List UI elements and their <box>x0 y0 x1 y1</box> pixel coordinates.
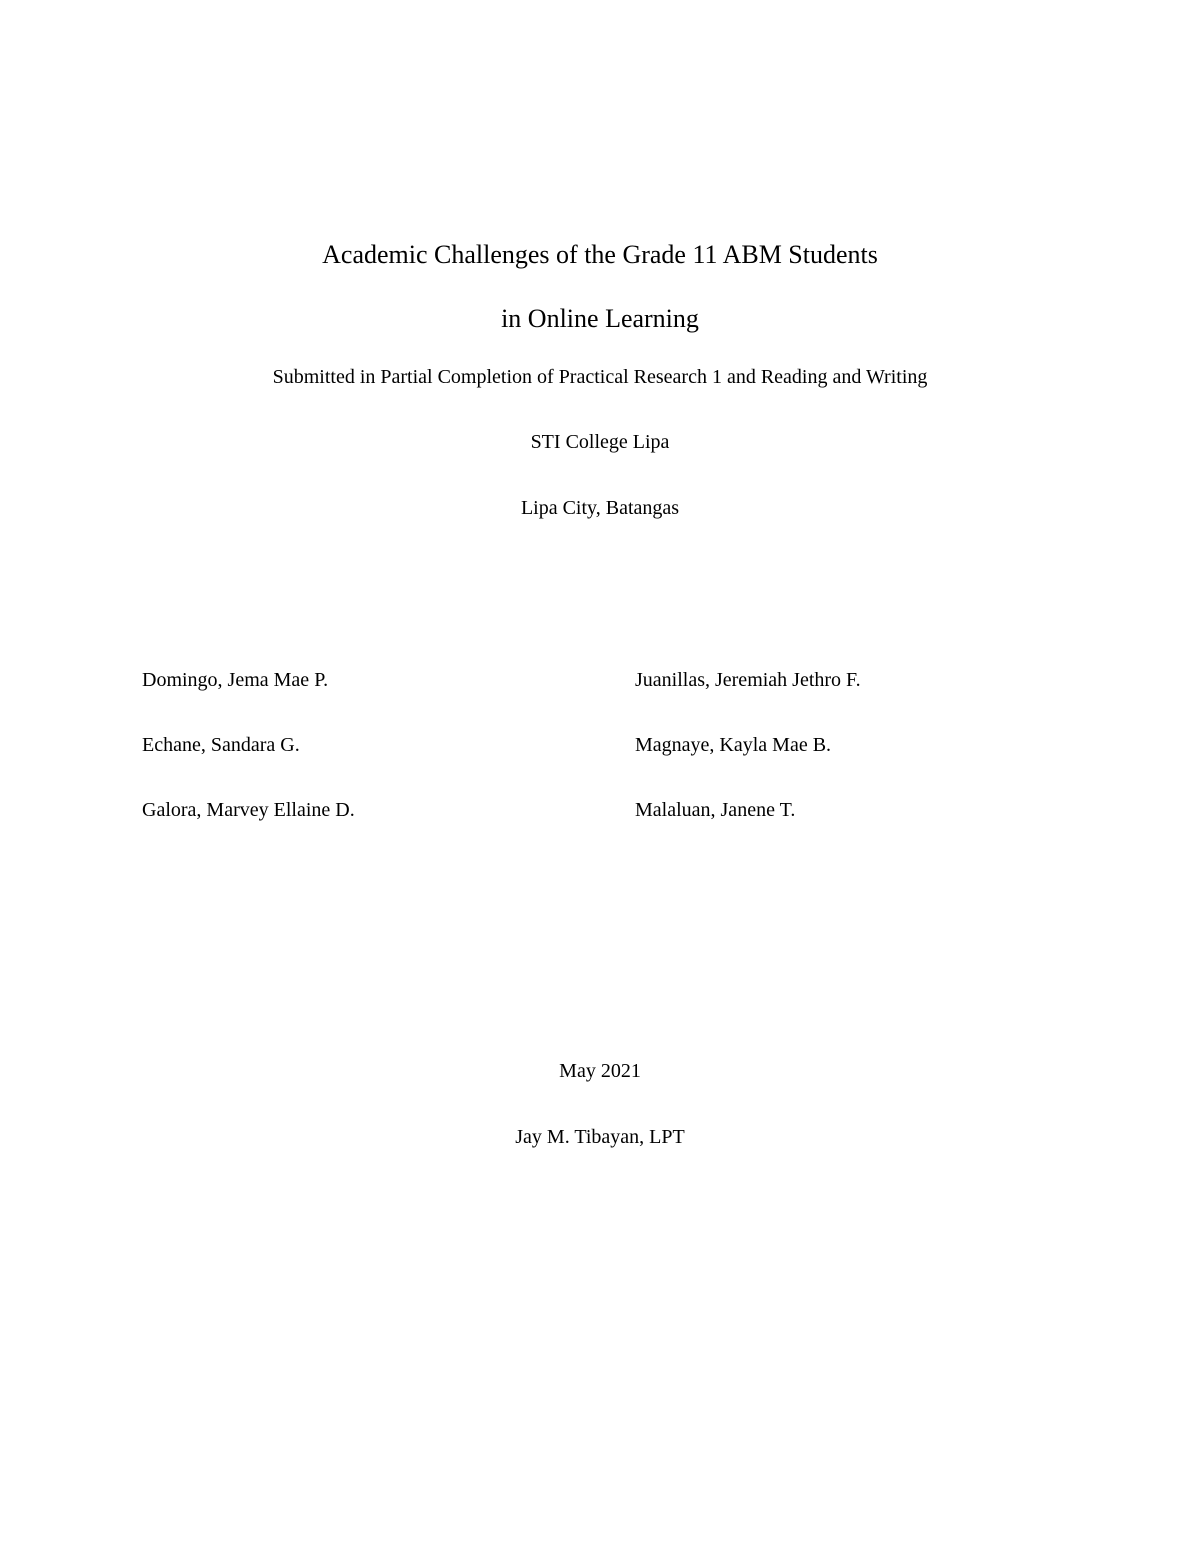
paper-title-line-2: in Online Learning <box>501 304 699 333</box>
author-name: Malaluan, Janene T. <box>635 799 796 821</box>
submission-date: May 2021 <box>559 1060 641 1082</box>
submission-note: Submitted in Partial Completion of Practical Research 1 and Reading and Writing <box>272 366 928 388</box>
author-name: Magnaye, Kayla Mae B. <box>635 734 832 756</box>
author-name: Juanillas, Jeremiah Jethro F. <box>635 669 861 691</box>
author-name: Galora, Marvey Ellaine D. <box>142 799 355 821</box>
author-name: Echane, Sandara G. <box>142 734 300 756</box>
institution-name: STI College Lipa <box>530 431 670 453</box>
institution-location: Lipa City, Batangas <box>520 497 680 519</box>
author-name: Domingo, Jema Mae P. <box>142 669 329 691</box>
adviser-name: Jay M. Tibayan, LPT <box>515 1126 685 1148</box>
paper-title-line-1: Academic Challenges of the Grade 11 ABM Students <box>322 240 878 269</box>
